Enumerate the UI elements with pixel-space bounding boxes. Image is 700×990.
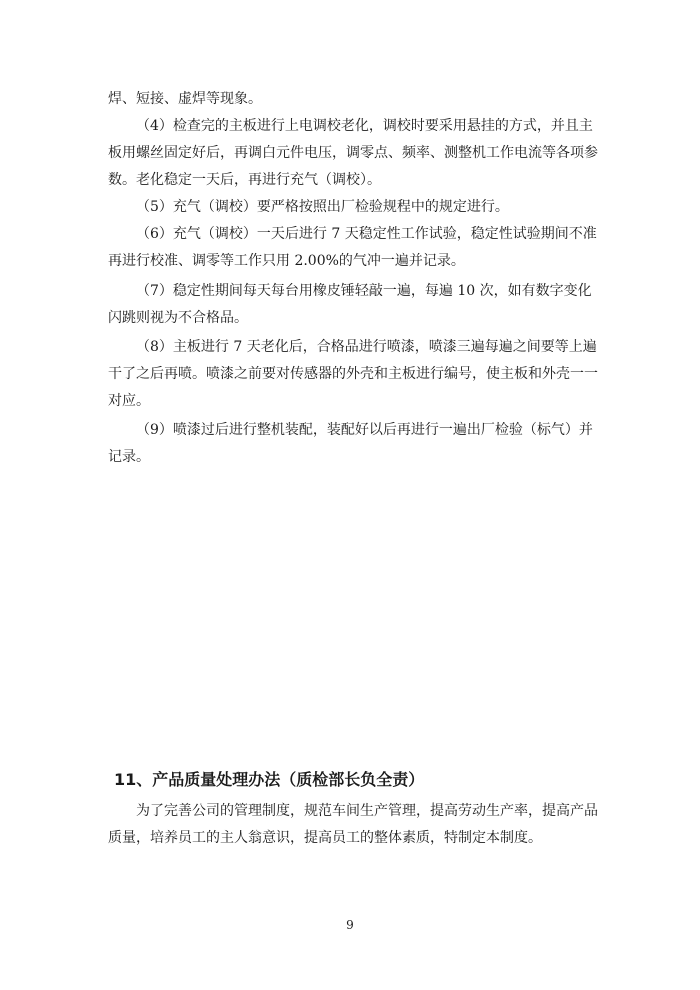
paragraph-item-8: （8）主板进行 7 天老化后，合格品进行喷漆，喷漆三遍每遍之间要等上遍干了之后再喷。喷漆之前要对传感器的外壳和主板进行编号，使主板和外壳一一对应。 bbox=[108, 339, 598, 409]
page-number: 9 bbox=[346, 918, 354, 932]
paragraph-item-4: （4）检查完的主板进行上电调校老化，调校时要采用悬挂的方式，并且主板用螺丝固定好后，再调白元件电压，调零点、频率、测整机工作电流等各项参数。老化稳定一天后，再进行充气（调校）。 bbox=[108, 118, 598, 188]
paragraph-item-6: （6）充气（调校）一天后进行 7 天稳定性工作试验，稳定性试验期间不准再进行校准、调零等工作只用 2.00%的气冲一遍并记录。 bbox=[108, 226, 597, 269]
paragraph-continuation: 焊、短接、虚焊等现象。 bbox=[108, 91, 262, 107]
section-intro-paragraph: 为了完善公司的管理制度，规范车间生产管理，提高劳动生产率，提高产品质量，培养员工的主人翁意识，提高员工的整体素质，特制定本制度。 bbox=[108, 803, 598, 846]
section-heading: 11、产品质量处理办法（质检部长负全责） bbox=[114, 770, 425, 789]
paragraph-item-9: （9）喷漆过后进行整机装配，装配好以后再进行一遍出厂检验（标气）并记录。 bbox=[108, 422, 593, 465]
paragraph-item-5: （5）充气（调校）要严格按照出厂检验规程中的规定进行。 bbox=[136, 199, 509, 215]
paragraph-item-7: （7）稳定性期间每天每台用橡皮锤轻敲一遍，每遍 10 次，如有数字变化闪跳则视为不合格品。 bbox=[108, 283, 592, 326]
